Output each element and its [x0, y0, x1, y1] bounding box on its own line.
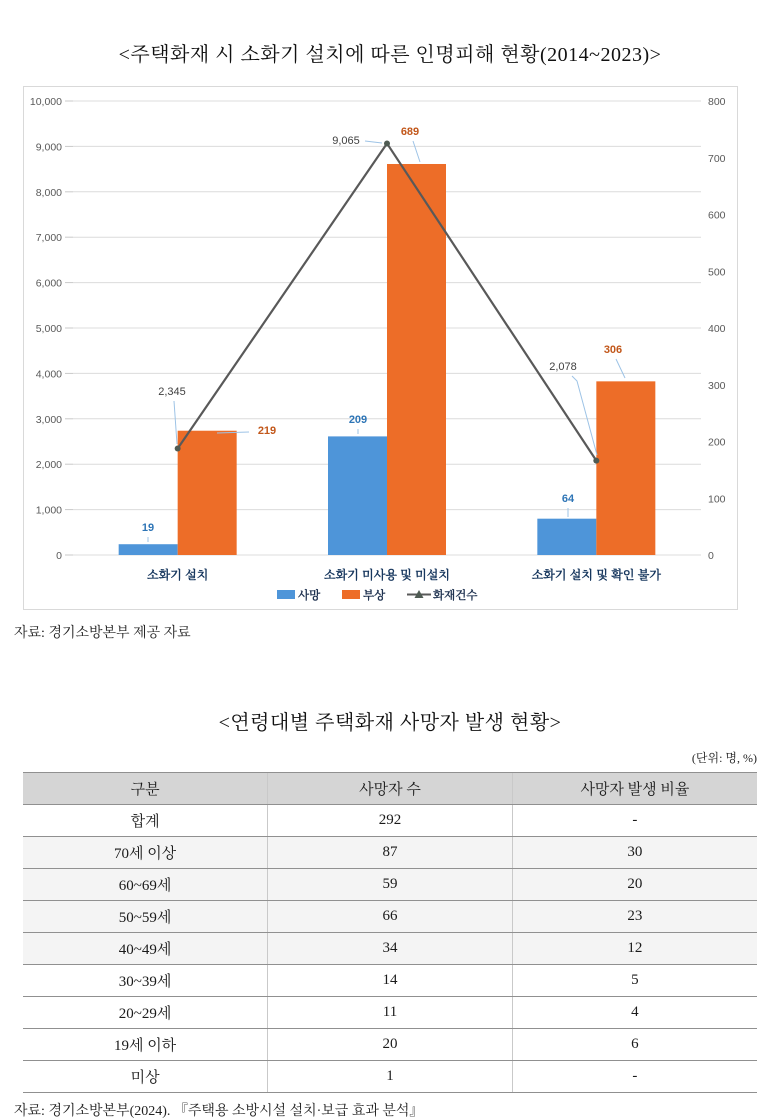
table-row: [23, 805, 757, 837]
table-source-note: 자료: 경기소방본부(2024). 『주택용 소방시설 설치·보급 효과 분석』: [14, 1104, 424, 1119]
right-axis-label: 600: [708, 209, 726, 222]
combo-chart: [24, 87, 737, 609]
legend-death-label: 사망: [298, 590, 321, 602]
legend-fire-label: 화재건수: [433, 590, 478, 602]
table-cell: 23: [512, 901, 757, 933]
table-cell: 14: [268, 965, 513, 997]
chart-title: <주택화재 시 소화기 설치에 따른 인명피해 현황(2014~2023)>: [118, 44, 662, 66]
table-cell: 11: [268, 997, 513, 1029]
injury-bar: [387, 164, 446, 555]
table-cell: 50~59세: [23, 901, 268, 933]
fire-count-label: 9,065: [332, 135, 360, 147]
table-cell: 66: [268, 901, 513, 933]
table-cell: -: [512, 1061, 757, 1093]
label-leader-line: [616, 359, 625, 378]
right-axis-label: 700: [708, 152, 726, 165]
table-cell: 87: [268, 837, 513, 869]
label-leader-line: [413, 141, 420, 162]
table-cell: 합계: [23, 805, 268, 837]
table-cell: -: [512, 805, 757, 837]
chart-source-note: 자료: 경기소방본부 제공 자료: [14, 626, 191, 641]
death-label: 19: [141, 522, 155, 534]
table-row: [23, 837, 757, 869]
legend-injury-label: 부상: [363, 590, 386, 602]
table-row: [23, 1061, 757, 1093]
left-axis-label: 3,000: [35, 413, 62, 426]
death-label: 209: [348, 414, 368, 426]
left-axis-label: 7,000: [35, 232, 62, 245]
table-body: [23, 805, 757, 1093]
table-title: <연령대별 주택화재 사망자 발생 현황>: [218, 712, 562, 734]
category-label: 소화기 설치 및 확인 불가: [531, 568, 661, 582]
table-cell: 59: [268, 869, 513, 901]
table-header-row: [23, 773, 757, 805]
table-cell: 70세 이상: [23, 837, 268, 869]
table-cell: 4: [512, 997, 757, 1029]
table-cell: 1: [268, 1061, 513, 1093]
fire-count-label: 2,078: [549, 361, 577, 373]
legend-injury-swatch: [342, 590, 360, 599]
legend-death-swatch: [277, 590, 295, 599]
fire-count-marker: [175, 446, 181, 452]
table-row: [23, 965, 757, 997]
injury-label: 306: [603, 344, 623, 356]
table-cell: 292: [268, 805, 513, 837]
death-label: 64: [561, 493, 575, 505]
table-cell: 19세 이하: [23, 1029, 268, 1061]
right-axis-label: 0: [708, 550, 714, 562]
left-axis-label: 4,000: [35, 368, 62, 381]
table-row: [23, 1029, 757, 1061]
right-axis-label: 800: [708, 96, 726, 108]
label-leader-line: [365, 141, 382, 143]
left-axis-label: 10,000: [29, 96, 62, 108]
table-cell: 30~39세: [23, 965, 268, 997]
table-cell: 20~29세: [23, 997, 268, 1029]
table-row: [23, 933, 757, 965]
left-axis-label: 1,000: [35, 504, 62, 517]
table-cell: 5: [512, 965, 757, 997]
left-axis-label: 0: [56, 550, 62, 562]
death-bar: [119, 544, 178, 555]
table-row: [23, 997, 757, 1029]
left-axis-label: 5,000: [35, 323, 62, 335]
label-leader-line: [174, 401, 177, 444]
table-cell: 60~69세: [23, 869, 268, 901]
left-axis-label: 2,000: [35, 459, 62, 472]
table-header-cell: 사망자 발생 비율: [512, 773, 757, 805]
left-axis-label: 8,000: [35, 186, 62, 199]
combo-chart-figure: [23, 86, 738, 610]
table-row: [23, 869, 757, 901]
table-head: [23, 773, 757, 805]
table-row: [23, 901, 757, 933]
table-cell: 20: [268, 1029, 513, 1061]
table-cell: 12: [512, 933, 757, 965]
left-axis-label: 9,000: [35, 141, 62, 154]
category-label: 소화기 미사용 및 미설치: [324, 568, 450, 582]
fire-count-marker: [593, 458, 599, 464]
table-cell: 미상: [23, 1061, 268, 1093]
fire-count-marker: [384, 140, 390, 146]
table-cell: 30: [512, 837, 757, 869]
injury-label: 219: [257, 425, 277, 437]
left-axis-label: 6,000: [35, 277, 62, 290]
table-cell: 34: [268, 933, 513, 965]
injury-label: 689: [400, 126, 420, 138]
category-label: 소화기 설치: [147, 568, 209, 582]
right-axis-label: 500: [708, 266, 726, 279]
fire-count-label: 2,345: [158, 386, 186, 398]
table-header-cell: 구분: [23, 773, 268, 805]
right-axis-label: 200: [708, 436, 726, 449]
table-cell: 40~49세: [23, 933, 268, 965]
injury-bar: [178, 431, 237, 555]
right-axis-label: 400: [708, 323, 726, 335]
table-cell: 20: [512, 869, 757, 901]
deaths-by-age-table: [23, 772, 757, 1093]
table-header-cell: 사망자 수: [268, 773, 513, 805]
death-bar: [328, 436, 387, 555]
right-axis-label: 100: [708, 493, 726, 506]
unit-note: (단위: 명, %): [691, 751, 757, 765]
right-axis-label: 300: [708, 379, 726, 392]
table-cell: 6: [512, 1029, 757, 1061]
injury-bar: [596, 381, 655, 555]
death-bar: [537, 519, 596, 555]
